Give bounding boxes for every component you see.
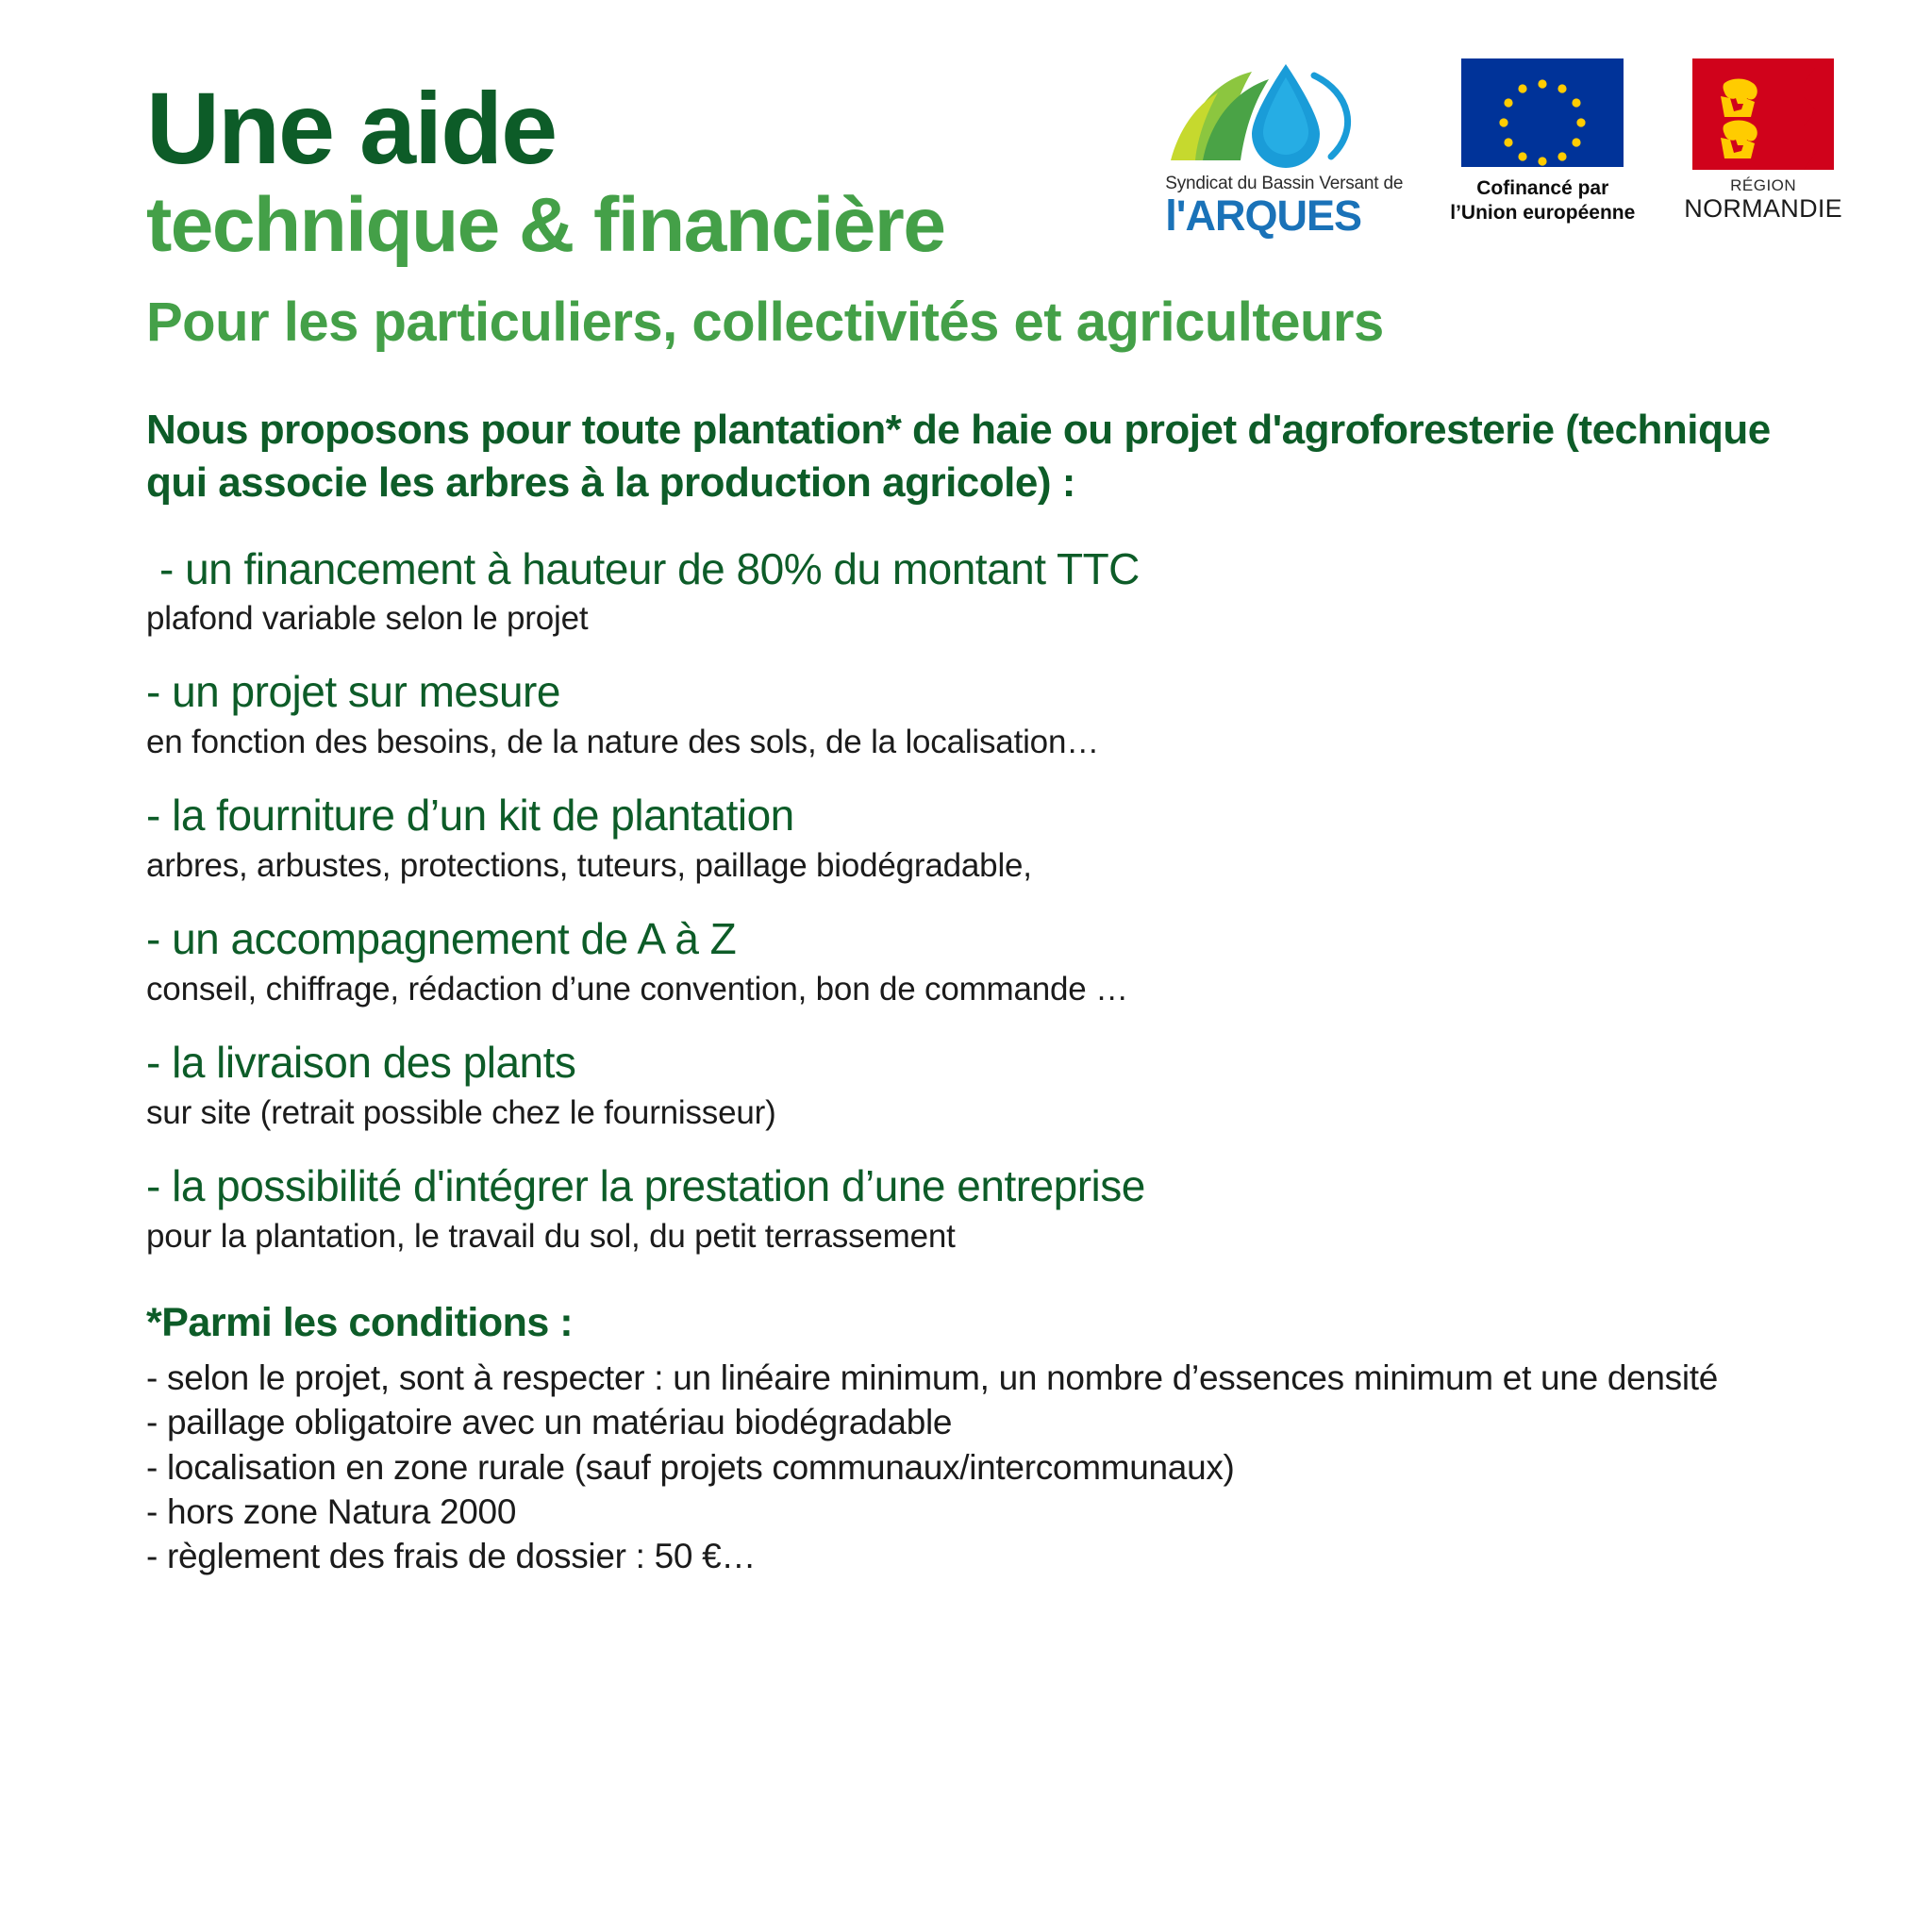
list-item: - hors zone Natura 2000	[146, 1491, 517, 1531]
list-item	[146, 1038, 1847, 1133]
conditions-list	[146, 1356, 1847, 1579]
list-item	[146, 544, 1847, 640]
benefit-detail: conseil, chiffrage, rédaction d’une convention, bon de commande …	[146, 971, 1128, 1008]
normandie-caption-small: RÉGION	[1730, 176, 1797, 194]
syndicat-bassin-versant-arques-logo	[1165, 58, 1404, 240]
normandie-caption	[1684, 177, 1842, 223]
benefit-detail: plafond variable selon le projet	[146, 600, 589, 638]
benefit-detail: pour la plantation, le travail du sol, du petit terrassement	[146, 1217, 956, 1255]
list-item	[146, 914, 1847, 1009]
list-item	[146, 791, 1847, 886]
list-item	[146, 667, 1847, 762]
list-item: - paillage obligatoire avec un matériau biodégradable	[146, 1403, 953, 1442]
european-union-flag-icon	[1461, 58, 1624, 167]
european-union-logo	[1450, 58, 1635, 226]
logo-bar	[1165, 58, 1842, 240]
page-subtitle: technique & financière	[146, 182, 945, 268]
syndicat-logo-maintext: l'ARQUES	[1165, 192, 1361, 240]
syndicat-logo-toptext: Syndicat du Bassin Versant de	[1165, 174, 1404, 193]
normandie-leopards-flag-icon	[1692, 58, 1834, 170]
list-item: - règlement des frais de dossier : 50 €…	[146, 1537, 757, 1576]
conditions-section	[146, 1300, 1847, 1579]
water-drop-leaf-icon	[1165, 58, 1401, 172]
european-union-caption	[1450, 176, 1635, 226]
normandie-caption-big: NORMANDIE	[1684, 193, 1842, 223]
page-audience-line: Pour les particuliers, collectivités et agriculteurs	[146, 291, 1384, 354]
list-item: - localisation en zone rurale (sauf projets communaux/intercommunaux)	[146, 1447, 1235, 1487]
benefit-detail: en fonction des besoins, de la nature des sols, de la localisation…	[146, 724, 1100, 761]
list-item: - selon le projet, sont à respecter : un linéaire minimum, un nombre d’essences minimum et une densité	[146, 1357, 1719, 1397]
eu-caption-line1: Cofinancé par	[1476, 177, 1609, 199]
region-normandie-logo	[1684, 58, 1842, 223]
benefit-heading: - un projet sur mesure	[146, 667, 560, 717]
intro-paragraph: Nous proposons pour toute plantation* de haie ou projet d'agroforesterie (technique qui associe les arbres à la production agricole) :	[146, 406, 1771, 507]
benefit-heading: - la fourniture d’un kit de plantation	[146, 791, 794, 841]
benefit-heading: - la possibilité d'intégrer la prestation d’une entreprise	[146, 1160, 1145, 1210]
list-item	[146, 1161, 1847, 1257]
benefits-list	[146, 544, 1847, 1257]
conditions-title: *Parmi les conditions :	[146, 1299, 574, 1345]
benefit-detail: arbres, arbustes, protections, tuteurs, paillage biodégradable,	[146, 847, 1032, 885]
benefit-detail: sur site (retrait possible chez le fournisseur)	[146, 1093, 776, 1131]
eu-caption-line2: l’Union européenne	[1450, 202, 1636, 225]
benefit-heading: - un accompagnement de A à Z	[146, 914, 737, 964]
benefit-heading: - la livraison des plants	[146, 1038, 576, 1088]
page-title: Une aide	[146, 71, 557, 185]
benefit-heading: - un financement à hauteur de 80% du montant TTC	[159, 543, 1140, 593]
